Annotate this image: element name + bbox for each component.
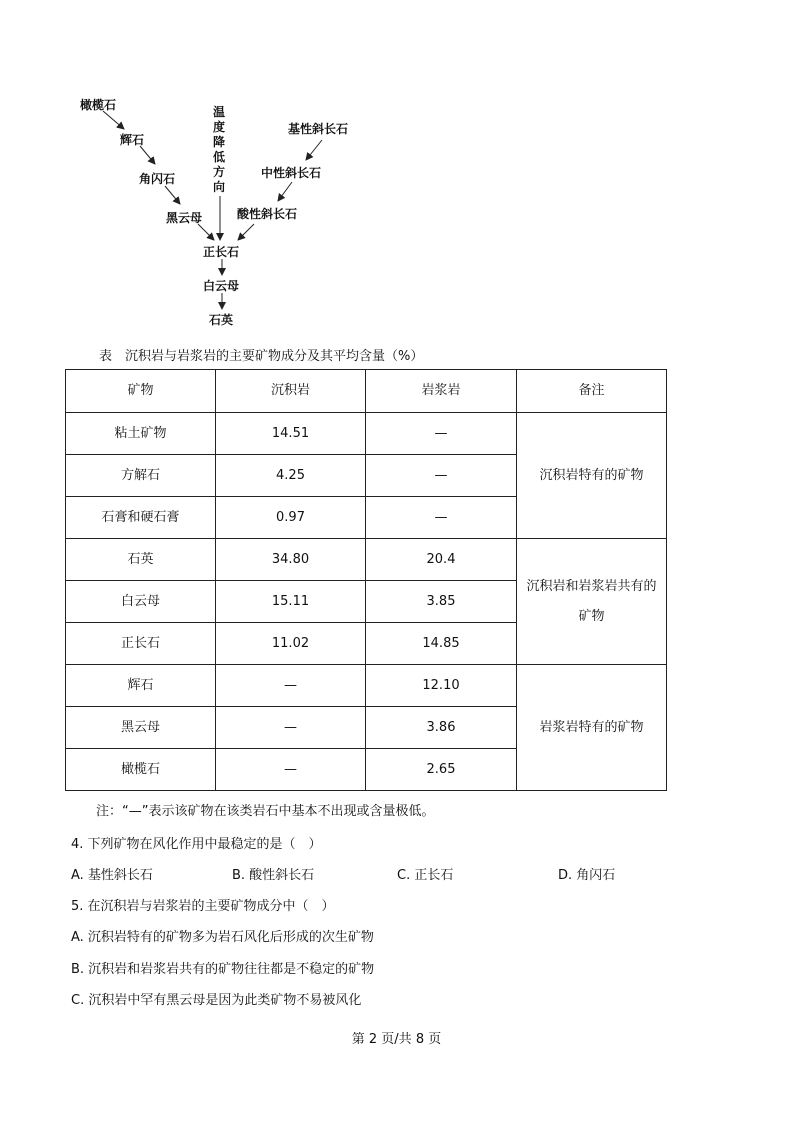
- cell-mineral: 石英: [66, 539, 216, 581]
- cell-sedimentary: —: [216, 749, 366, 791]
- label-basic-plagioclase: 基性斜长石: [288, 122, 349, 136]
- table-caption: 表 沉积岩与岩浆岩的主要矿物成分及其平均含量（%）: [99, 349, 424, 364]
- header-igneous: 岩浆岩: [366, 370, 517, 413]
- remark-shared: 沉积岩和岩浆岩共有的矿物: [517, 539, 667, 665]
- cell-mineral: 方解石: [66, 455, 216, 497]
- arrow-acid-orthoclase: [238, 224, 254, 240]
- cell-igneous: 14.85: [366, 623, 517, 665]
- label-quartz: 石英: [209, 313, 234, 327]
- cell-igneous: 3.85: [366, 581, 517, 623]
- label-muscovite: 白云母: [203, 279, 240, 293]
- question-4-option-b[interactable]: B. 酸性斜长石: [232, 868, 315, 883]
- cell-igneous: —: [366, 413, 517, 455]
- cell-mineral: 正长石: [66, 623, 216, 665]
- cell-igneous: 12.10: [366, 665, 517, 707]
- label-pyroxene: 辉石: [120, 133, 145, 147]
- question-5-stem: 5. 在沉积岩与岩浆岩的主要矿物成分中（ ）: [71, 899, 335, 914]
- table-row: [66, 413, 667, 455]
- mineral-series-diagram: [0, 0, 400, 340]
- diagram-arrows: [0, 0, 400, 340]
- remark-sedimentary-only: 沉积岩特有的矿物: [517, 413, 667, 539]
- cell-mineral: 粘土矿物: [66, 413, 216, 455]
- arrow-amphibole-biotite: [165, 186, 180, 204]
- arrow-pyroxene-amphibole: [140, 146, 155, 164]
- cell-sedimentary: 15.11: [216, 581, 366, 623]
- label-biotite: 黑云母: [166, 211, 203, 225]
- label-intermediate-plagioclase: 中性斜长石: [261, 166, 322, 180]
- mineral-table: [65, 369, 667, 791]
- arrow-biotite-orthoclase: [198, 224, 214, 240]
- header-sedimentary: 沉积岩: [216, 370, 366, 413]
- question-4-stem: 4. 下列矿物在风化作用中最稳定的是（ ）: [71, 837, 322, 852]
- cell-mineral: 白云母: [66, 581, 216, 623]
- header-remarks: 备注: [517, 370, 667, 413]
- table-header-row: [66, 370, 667, 413]
- table-row: [66, 539, 667, 581]
- question-5-option-c[interactable]: C. 沉积岩中罕有黑云母是因为此类矿物不易被风化: [71, 993, 362, 1008]
- question-4-option-c[interactable]: C. 正长石: [397, 868, 454, 883]
- cell-mineral: 辉石: [66, 665, 216, 707]
- cell-sedimentary: 0.97: [216, 497, 366, 539]
- header-mineral: 矿物: [66, 370, 216, 413]
- arrow-basic-intermediate: [306, 140, 322, 160]
- cell-igneous: 2.65: [366, 749, 517, 791]
- table-note: 注：“—”表示该矿物在该类岩石中基本不出现或含量极低。: [96, 804, 435, 819]
- arrow-intermediate-acid: [278, 182, 292, 201]
- cell-sedimentary: 4.25: [216, 455, 366, 497]
- question-4-option-a[interactable]: A. 基性斜长石: [71, 868, 153, 883]
- remark-igneous-only: 岩浆岩特有的矿物: [517, 665, 667, 791]
- cell-sedimentary: —: [216, 707, 366, 749]
- label-olivine: 橄榄石: [80, 98, 117, 112]
- label-acid-plagioclase: 酸性斜长石: [237, 207, 298, 221]
- cell-sedimentary: 11.02: [216, 623, 366, 665]
- cell-igneous: 20.4: [366, 539, 517, 581]
- cell-sedimentary: 14.51: [216, 413, 366, 455]
- label-orthoclase: 正长石: [203, 245, 240, 259]
- page-footer: 第 2 页/共 8 页: [351, 1032, 442, 1047]
- cell-igneous: 3.86: [366, 707, 517, 749]
- cell-mineral: 石膏和硬石膏: [66, 497, 216, 539]
- table-row: [66, 665, 667, 707]
- question-5-option-a[interactable]: A. 沉积岩特有的矿物多为岩石风化后形成的次生矿物: [71, 930, 374, 945]
- cell-sedimentary: 34.80: [216, 539, 366, 581]
- question-5-option-b[interactable]: B. 沉积岩和岩浆岩共有的矿物往往都是不稳定的矿物: [71, 962, 375, 977]
- label-temperature-direction: 温度降低方向: [212, 105, 225, 194]
- label-amphibole: 角闪石: [139, 172, 176, 186]
- cell-igneous: —: [366, 455, 517, 497]
- cell-mineral: 橄榄石: [66, 749, 216, 791]
- cell-mineral: 黑云母: [66, 707, 216, 749]
- cell-sedimentary: —: [216, 665, 366, 707]
- question-4-option-d[interactable]: D. 角闪石: [558, 868, 616, 883]
- arrow-olivine-pyroxene: [103, 111, 124, 129]
- cell-igneous: —: [366, 497, 517, 539]
